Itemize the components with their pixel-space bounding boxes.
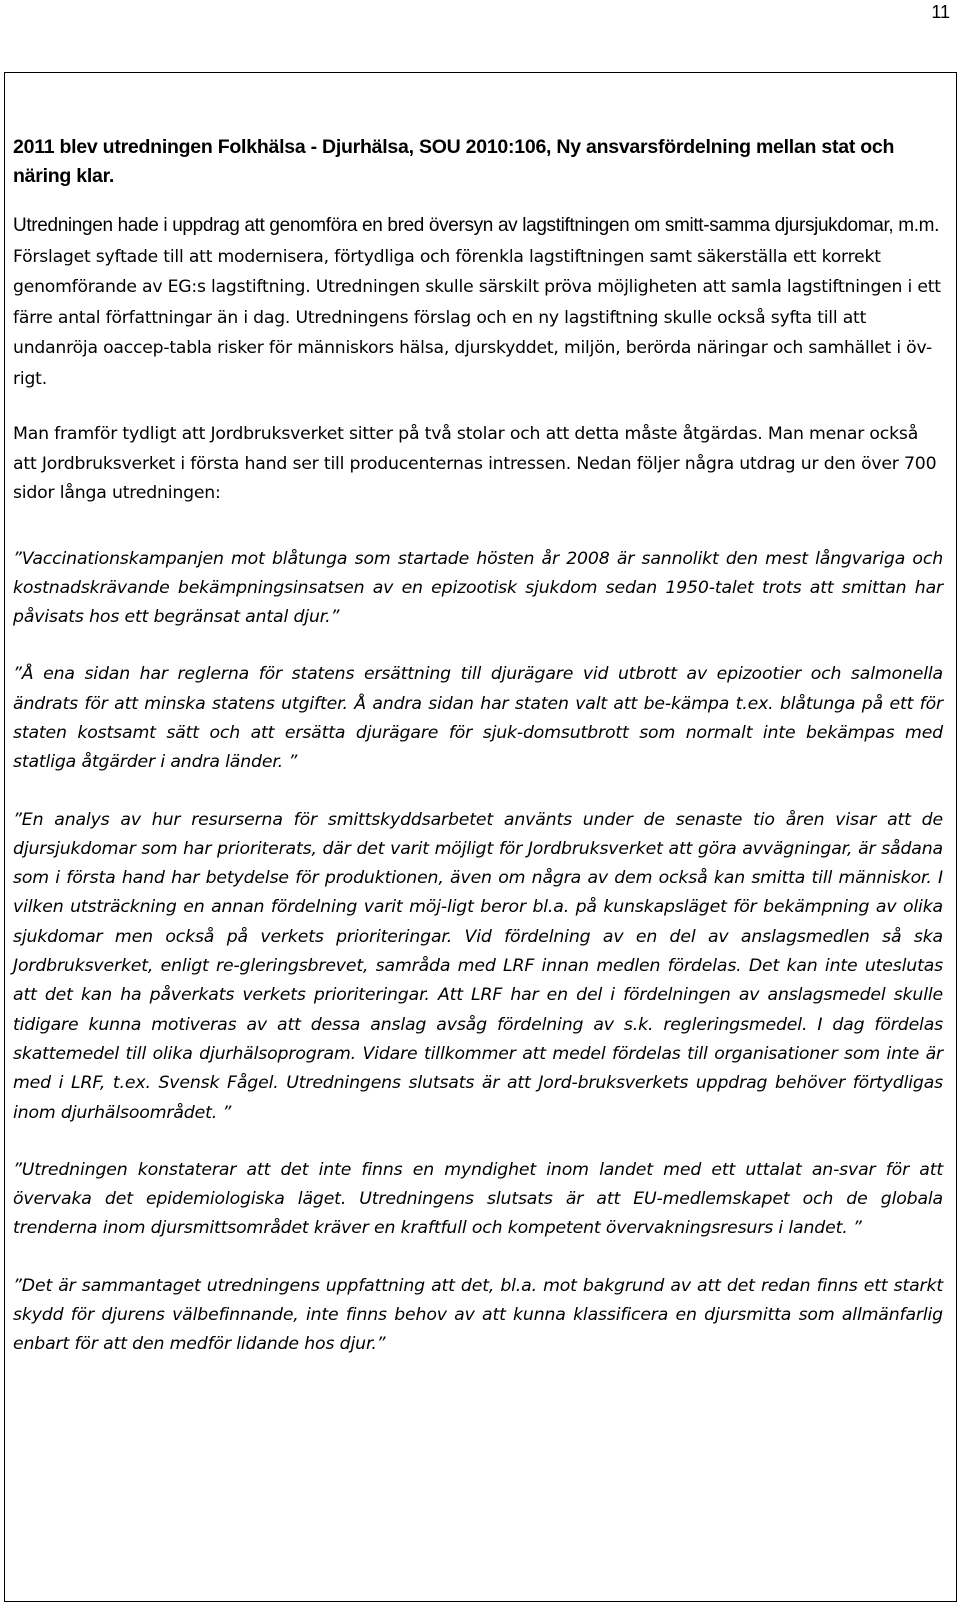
quote-paragraph: ”Det är sammantaget utredningens uppfattning att det, bl.a. mot bakgrund av att det redan finns ett starkt skydd för djurens välbefinnande, inte finns behov av att kunna klassificera en djursmitta som allmänfarlig enbart för att den medför lidande hos djur.”	[13, 1275, 943, 1355]
quote-paragraph: ”Å ena sidan har reglerna för statens ersättning till djurägare vid utbrott av epizootier och salmonella ändrats för att minska statens utgifter. Å andra sidan har staten valt att be-kämpa t.ex. blåtunga på ett för staten kostsamt sätt och att ersätta djurägare för sjuk-domsutbrott som normalt inte bekämpas med statliga åtgärder i andra länder. ”	[13, 664, 943, 773]
quote-paragraph: ”Vaccinationskampanjen mot blåtunga som startade hösten år 2008 är sannolikt den mest långvariga och kostnadskrävande bekämpningsinsatsen av en epizootisk sjukdom sedan 1950-talet trots att smittan har påvisats hos ett begränsat antal djur.”	[13, 548, 943, 628]
intro-paragraph	[13, 211, 943, 394]
quote-paragraph: ”Utredningen konstaterar att det inte finns en myndighet inom landet med ett uttalat an-svar för att övervaka det epidemiologiska läget. Utredningens slutsats är att EU-medlemskapet och de globala trenderna inom djursmittsområdet kräver en kraftfull och kompetent övervakningsresurs i landet. ”	[13, 1159, 943, 1239]
summary-paragraph: Man framför tydligt att Jordbruksverket sitter på två stolar och att detta måste åtgärdas. Man menar också att Jordbruksverket i första hand ser till producenternas intressen. Nedan följer några utdrag ur den över 700 sidor långa utredningen:	[13, 424, 937, 503]
page-number: 11	[931, 2, 950, 22]
document-body	[13, 133, 943, 1360]
quote-paragraph: ”En analys av hur resurserna för smittskyddsarbetet använts under de senaste tio åren visar att de djursjukdomar som har prioriterats, där det varit möjligt för Jordbruksverket att göra avvägningar, är sådana som i första hand har betydelse för produktionen, även om några av dem också kan smitta till människor. I vilken utsträckning en annan fördelning varit möj-ligt beror bl.a. på kunskapsläget för bekämpning av olika sjukdomar men också på verkets prioriteringar. Vid fördelning av en del av anslagsmedlen så ska Jordbruksverket, enligt re-gleringsbrevet, samråda med LRF innan medlen fördelas. Det kan inte uteslutas att det kan ha påverkats verkets prioriteringar. Att LRF har en del i fördelningen av anslagsmedel skulle tidigare kunna motiveras av att dessa anslag avsåg fördelning av s.k. regleringsmedel. I dag fördelas skattemedel till olika djurhälsoprogram. Vidare tillkommer att medel fördelas till organisationer som inte är med i LRF, t.ex. Svensk Fågel. Utredningens slutsats är att Jord-bruksverkets uppdrag behöver förtydligas inom djurhälsoområdet. ”	[13, 809, 943, 1123]
intro-paragraph-rest: Förslaget syftade till att modernisera, förtydliga och förenkla lagstiftningen samt säkerställa ett korrekt genomförande av EG:s lagstiftning. Utredningen skulle särskilt pröva möjligheten att samla lagstiftningen i ett färre antal författningar än i dag. Utredningens förslag och en ny lagstiftning skulle också syfta till att undanröja oaccep-tabla risker för människors hälsa, djurskyddet, miljön, berörda näringar och samhället i öv-rigt.	[13, 246, 941, 389]
section-heading: 2011 blev utredningen Folkhälsa - Djurhälsa, SOU 2010:106, Ny ansvarsfördelning mellan stat och näring klar.	[13, 136, 895, 187]
intro-paragraph-start: Utredningen hade i uppdrag att genomföra en bred översyn av lagstiftningen om smitt-samma djursjukdomar, m.m.	[13, 215, 940, 236]
